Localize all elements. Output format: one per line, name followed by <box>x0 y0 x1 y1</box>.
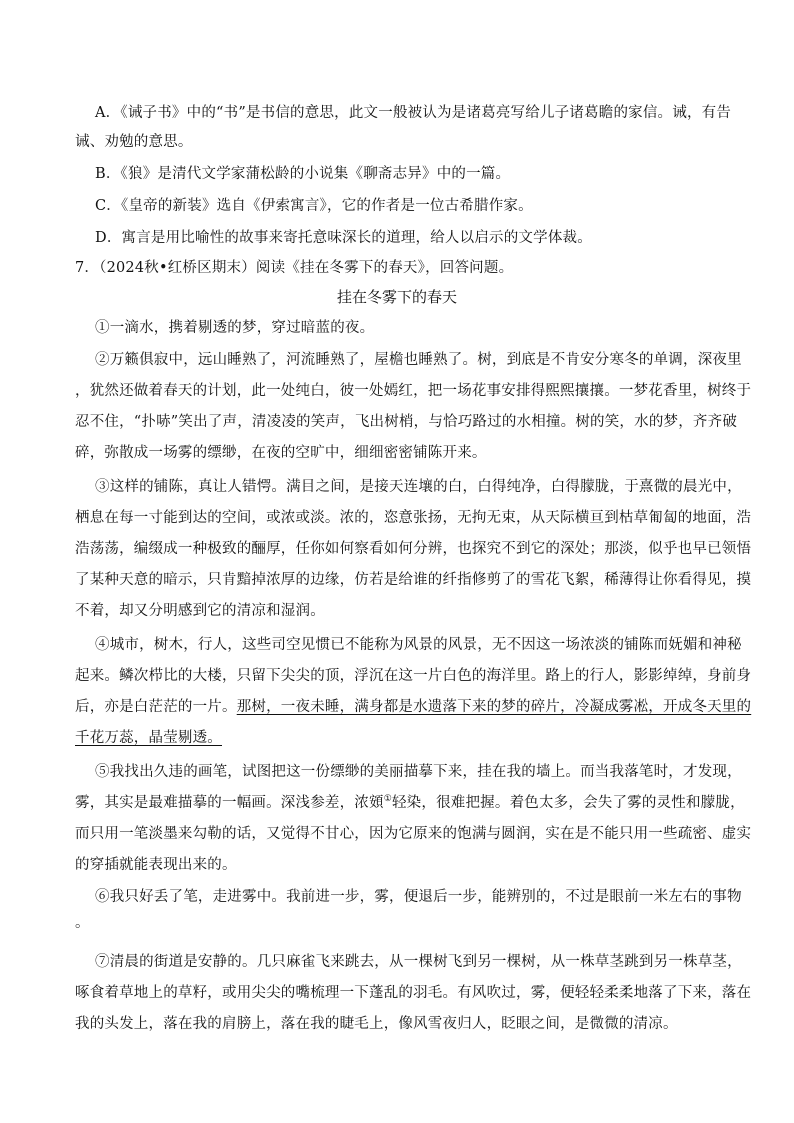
paragraph-5-line-4: 的穿插就能表现出来的。 <box>75 857 237 873</box>
paragraph-5-line-2: 雾，其实是最难描摹的一幅画。深浅参差，浓頞①轻染，很难把握。着色太多，会失了雾的灵性和朦胧， <box>75 794 745 811</box>
footnote-marker: ① <box>383 794 392 804</box>
option-a-line-2: 诫、劝勉的意思。 <box>75 134 193 150</box>
paragraph-7-line-1: ⑦清晨的街道是安静的。几只麻雀飞来跳去，从一棵树飞到另一棵树，从一株草茎跳到另一株草茎， <box>95 954 742 970</box>
paragraph-2-line-1: ②万籁俱寂中，远山睡熟了，河流睡熟了，屋檐也睡熟了。树，到底是不肯安分寒冬的单调，深夜里 <box>95 352 742 368</box>
paragraph-3-line-1: ③这样的铺陈，真让人错愕。满目之间，是接天连壤的白，白得纯净，白得朦胧，于熹微的晨光中， <box>95 479 742 495</box>
paragraph-4-line-3-plain: 后，亦是白茫茫的一片。 <box>75 699 237 715</box>
paragraph-7-line-2: 啄食着草地上的草籽，或用尖尖的嘴梳理一下蓬乱的羽毛。有风吹过，雾，便轻轻柔柔地落了下来，落在 <box>75 985 752 1001</box>
paragraph-5-line-3: 而只用一笔淡墨来勾勒的话，又觉得不甘心，因为它原来的饱满与圆润，实在是不能只用一些疏密、虚实 <box>75 826 752 842</box>
underlined-sentence-part-1: 那树，一夜未睡，满身都是水遗落下来的梦的碎片，冷凝成雾凇，开成冬天里的 <box>236 699 752 715</box>
option-b: B．《狼》是清代文学家蒲松龄的小说集《聊斋志异》中的一篇。 <box>95 166 511 182</box>
paragraph-2-line-2: ，犹然还做着春天的计划，此一处纯白，彼一处嫣红，把一场花事安排得熙熙攘攘。一梦花香里，树终于 <box>75 383 752 399</box>
option-a-line-1: A．《诫子书》中的“书”是书信的意思，此文一般被认为是诸葛亮写给儿子诸葛瞻的家信。诫，有告 <box>95 105 732 121</box>
option-c: C．《皇帝的新装》选自《伊索寓言》，它的作者是一位古希腊作家。 <box>95 198 533 214</box>
paragraph-2-line-3: 忍不住，“扑哧”笑出了声，清凌凌的笑声，飞出树梢，与恰巧路过的水相撞。树的笑，水的梦，齐齐破 <box>75 414 738 430</box>
paragraph-5-line-1: ⑤我找出久违的画笔，试图把这一份缥缈的美丽描摹下来，挂在我的墙上。而当我落笔时，才发现， <box>95 764 742 780</box>
paragraph-1: ①一滴水，携着剔透的梦，穿过暗蓝的夜。 <box>95 320 375 336</box>
paragraph-3-line-5: 不着，却又分明感到它的清凉和湿润。 <box>75 603 325 619</box>
essay-title: 挂在冬雾下的春天 <box>336 288 457 306</box>
paragraph-6-line-1: ⑥我只好丢了笔，走进雾中。我前进一步，雾，便退后一步，能辨别的，不过是眼前一米左右的事物 <box>95 889 742 905</box>
underlined-sentence-part-2: 千花万蕊，晶莹剔透。 <box>75 730 222 746</box>
paragraph-4-line-1: ④城市，树木，行人，这些司空见惯已不能称为风景的风景，无不因这一场浓淡的铺陈而妩媚和神秘 <box>95 637 742 653</box>
question-7-heading: 7．（2024秋•红桥区期末）阅读《挂在冬雾下的春天》，回答问题。 <box>75 260 514 276</box>
paragraph-4-line-2: 起来。鳞次栉比的大楼，只留下尖尖的顶，浮沉在这一片白色的海洋里。路上的行人，影影绰绰，身前身 <box>75 668 752 684</box>
option-d: D．寓言是用比喻性的故事来寄托意味深长的道理，给人以启示的文学体裁。 <box>95 230 592 246</box>
paragraph-7-line-3: 我的头发上，落在我的肩膀上，落在我的睫毛上，像风雪夜归人，眨眼之间，是微微的清凉。 <box>75 1016 678 1032</box>
paragraph-3-line-3: 浩荡荡，编缀成一种极致的酾厚，任你如何察看如何分辨，也探究不到它的深处；那淡，似乎也早已领悟 <box>75 541 752 557</box>
paragraph-2-line-4: 碎，弥散成一场雾的缥缈，在夜的空旷中，细细密密铺陈开来。 <box>75 445 487 461</box>
paragraph-3-line-4: 了某种天意的暗示，只肯黯掉浓厚的边缘，仿若是给谁的纤指修剪了的雪花飞絮，稀薄得让你看得见，摸 <box>75 572 752 588</box>
paragraph-4-line-3 <box>75 697 752 717</box>
paragraph-3-line-2: 栖息在每一寸能到达的空间，或浓或淡。浓的，恣意张扬，无拘无束，从天际横亘到枯草匍匐的地面，浩 <box>75 510 752 526</box>
paragraph-6-line-2: 。 <box>75 915 90 931</box>
